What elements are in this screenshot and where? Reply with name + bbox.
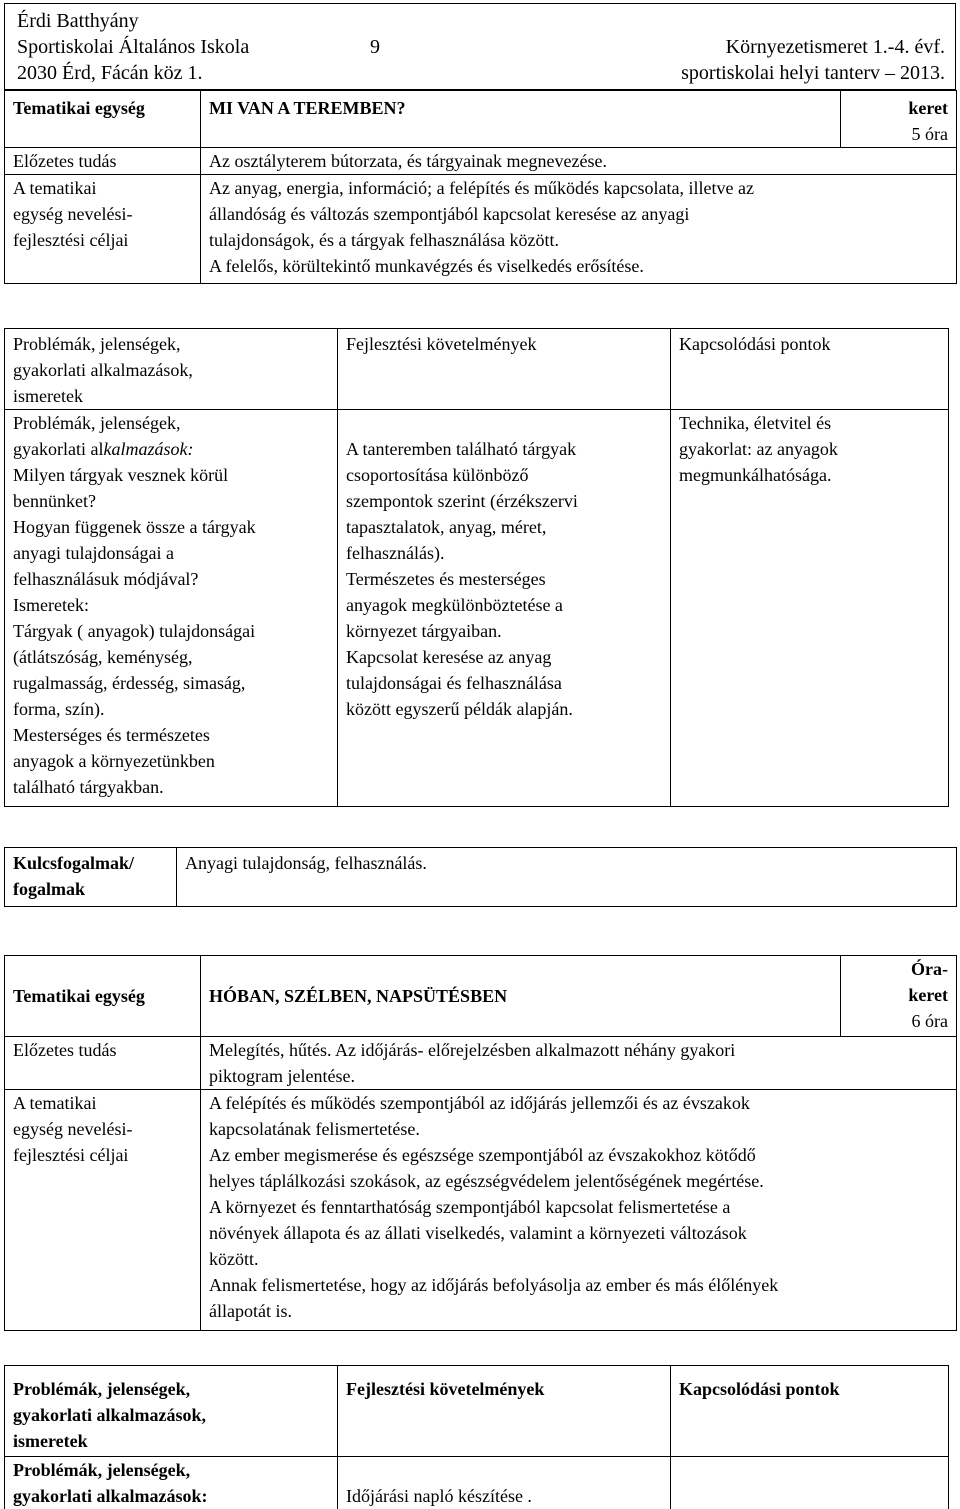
unit2-table <box>4 955 957 1331</box>
table2-col1-body <box>5 1457 338 1509</box>
unit2-prereq-row <box>5 1037 957 1090</box>
table1-col3-body <box>671 410 949 807</box>
table1-col1-sub2-b: kalmazások: <box>103 439 193 459</box>
unit1-goal-line: Az anyag, energia, információ; a felépítés és működés kapcsolata, illetve az <box>209 175 948 201</box>
unit2-hours-label-2: keret <box>849 982 948 1008</box>
unit1-goal-line: A felelős, körültekintő munkavégzés és viselkedés erősítése. <box>209 253 948 279</box>
content-table-1 <box>4 328 949 807</box>
table2-col1-header-line: gyakorlati alkalmazások, <box>13 1402 329 1428</box>
unit1-label-unit-text: Tematikai egység <box>13 98 145 118</box>
page-header <box>4 3 956 90</box>
unit1-label-goals-2: egység nevelési- <box>13 201 192 227</box>
header-address: 2030 Érd, Fácán köz 1. <box>17 60 203 86</box>
table2-col1-sub2: gyakorlati alkalmazások: <box>13 1483 329 1509</box>
table2-col3-body <box>671 1457 949 1509</box>
unit1-title-cell <box>201 91 841 148</box>
table1-col1-header-line: Problémák, jelenségek, <box>13 331 329 357</box>
table1-col1-body <box>5 410 338 807</box>
unit2-goal-line: növények állapota és az állati viselkedés, valamint a környezeti változások <box>209 1220 948 1246</box>
table1-knowledge-line: Tárgyak ( anyagok) tulajdonságai <box>13 618 329 644</box>
unit1-label-prereq-text: Előzetes tudás <box>13 151 116 171</box>
table1-knowledge-line: Mesterséges és természetes <box>13 722 329 748</box>
table2-col1-header <box>5 1366 338 1457</box>
table1-link-line: Technika, életvitel és <box>679 410 940 436</box>
table1-requirement-line: A tanteremben található tárgyak <box>346 436 662 462</box>
unit2-label-unit-text: Tematikai egység <box>13 986 145 1006</box>
unit2-title-row <box>5 956 957 1037</box>
unit2-label-prereq <box>5 1037 201 1090</box>
concepts1-row <box>5 848 957 907</box>
concepts1-label <box>5 848 177 907</box>
table1-requirement-line: szempontok szerint (érzékszervi <box>346 488 662 514</box>
unit1-goals <box>201 175 957 284</box>
table1-question-line: Milyen tárgyak vesznek körül <box>13 462 329 488</box>
table1-col1-header-line: gyakorlati alkalmazások, <box>13 357 329 383</box>
unit2-label-prereq-text: Előzetes tudás <box>13 1040 116 1060</box>
unit2-label-goals-1: A tematikai <box>13 1090 192 1116</box>
unit2-label-unit <box>5 956 201 1037</box>
table1-header-row <box>5 329 949 410</box>
unit2-goal-line: között. <box>209 1246 948 1272</box>
unit1-label-unit <box>5 91 201 148</box>
unit1-goal-line: tulajdonságok, és a tárgyak felhasználása között. <box>209 227 948 253</box>
table2-col1-header-line: ismeretek <box>13 1428 329 1454</box>
unit2-goal-line: helyes táplálkozási szokások, az egészségvédelem jelentőségének megértése. <box>209 1168 948 1194</box>
unit2-goal-line: Annak felismertetése, hogy az időjárás befolyásolja az ember és más élőlények <box>209 1272 948 1298</box>
table1-requirement-line: felhasználás). <box>346 540 662 566</box>
content-table-2 <box>4 1365 949 1509</box>
unit1-goals-row <box>5 175 957 284</box>
concepts1-label-line: Kulcsfogalmak/ <box>13 850 168 876</box>
header-school: Sportiskolai Általános Iskola <box>17 34 249 60</box>
unit2-goals-row <box>5 1090 957 1331</box>
unit1-prereq: Az osztályterem bútorzata, és tárgyainak megnevezése. <box>201 148 957 175</box>
table2-col3-header: Kapcsolódási pontok <box>671 1366 949 1457</box>
table2-col2-header: Fejlesztési követelmények <box>338 1366 671 1457</box>
unit1-title: MI VAN A TEREMBEN? <box>209 98 406 118</box>
table1-requirement-line: tulajdonságai és felhasználása <box>346 670 662 696</box>
table1-requirement-line: Természetes és mesterséges <box>346 566 662 592</box>
table1-knowledge-line: forma, szín). <box>13 696 329 722</box>
table1-question-line: anyagi tulajdonságai a <box>13 540 329 566</box>
concepts1-value: Anyagi tulajdonság, felhasználás. <box>177 848 957 907</box>
table1-requirement-line: Kapcsolat keresése az anyag <box>346 644 662 670</box>
table1-knowledge-line: (átlátszóság, keménység, <box>13 644 329 670</box>
unit2-title-cell <box>201 956 841 1037</box>
table1-knowledge-line: rugalmasság, érdesség, simaság, <box>13 670 329 696</box>
table1-link-line: megmunkálhatósága. <box>679 462 940 488</box>
unit1-label-prereq <box>5 148 201 175</box>
unit1-label-goals-3: fejlesztési céljai <box>13 227 192 253</box>
unit1-label-goals <box>5 175 201 284</box>
table1-requirement-line: anyagok megkülönböztetése a <box>346 592 662 618</box>
table1-requirement-line: tapasztalatok, anyag, méret, <box>346 514 662 540</box>
concepts-table-1 <box>4 847 957 907</box>
unit2-goal-line: Az ember megismerése és egészsége szempontjából az évszakokhoz kötődő <box>209 1142 948 1168</box>
table1-link-line: gyakorlat: az anyagok <box>679 436 940 462</box>
table1-knowledge-line: anyagok a környezetünkben <box>13 748 329 774</box>
table2-col2-body <box>338 1457 671 1509</box>
table2-col1-header-line: Problémák, jelenségek, <box>13 1376 329 1402</box>
unit2-label-goals <box>5 1090 201 1331</box>
table1-question-line: felhasználásuk módjával? <box>13 566 329 592</box>
table1-body-row <box>5 410 949 807</box>
unit1-table <box>4 90 957 284</box>
table2-requirement-line: Időjárási napló készítése . <box>346 1486 532 1506</box>
table1-col1-header <box>5 329 338 410</box>
header-author: Érdi Batthyány <box>17 8 139 34</box>
table1-requirement-line: között egyszerű példák alapján. <box>346 696 662 722</box>
unit2-goal-line: kapcsolatának felismertetése. <box>209 1116 948 1142</box>
unit1-hours-label: keret <box>849 95 948 121</box>
table1-knowledge-label: Ismeretek: <box>13 592 329 618</box>
table1-col1-header-line: ismeretek <box>13 383 329 409</box>
unit2-goals <box>201 1090 957 1331</box>
unit2-goal-line: A felépítés és működés szempontjából az időjárás jellemzői és az évszakok <box>209 1090 948 1116</box>
table1-col3-header: Kapcsolódási pontok <box>671 329 949 410</box>
unit2-hours-cell <box>841 956 957 1037</box>
unit1-hours-value: 5 óra <box>849 121 948 147</box>
unit2-title: HÓBAN, SZÉLBEN, NAPSÜTÉSBEN <box>209 986 507 1006</box>
concepts1-label-line: fogalmak <box>13 876 168 902</box>
table1-question-line: Hogyan függenek össze a tárgyak <box>13 514 329 540</box>
table1-requirement-line: csoportosítása különböző <box>346 462 662 488</box>
unit2-hours-value: 6 óra <box>849 1008 948 1034</box>
unit2-prereq <box>201 1037 957 1090</box>
unit2-prereq-line: Melegítés, hűtés. Az időjárás- előrejelzésben alkalmazott néhány gyakori <box>209 1037 948 1063</box>
header-page-number: 9 <box>370 34 380 60</box>
unit2-label-goals-3: fejlesztési céljai <box>13 1142 192 1168</box>
table2-body-row <box>5 1457 949 1509</box>
table1-knowledge-line: található tárgyakban. <box>13 774 329 800</box>
header-curriculum: sportiskolai helyi tanterv – 2013. <box>681 60 945 86</box>
unit1-label-goals-1: A tematikai <box>13 175 192 201</box>
unit2-hours-label-1: Óra- <box>849 956 948 982</box>
unit2-goal-line: A környezet és fenntarthatóság szempontjából kapcsolat felismertetése a <box>209 1194 948 1220</box>
header-subject: Környezetismeret 1.-4. évf. <box>726 34 945 60</box>
table1-requirement-line: környezet tárgyaiban. <box>346 618 662 644</box>
unit1-prereq-row <box>5 148 957 175</box>
unit1-goal-line: állandóság és változás szempontjából kapcsolat keresése az anyagi <box>209 201 948 227</box>
table2-header-row <box>5 1366 949 1457</box>
table1-col1-sub1: Problémák, jelenségek, <box>13 410 329 436</box>
table1-col1-sub2 <box>13 436 329 462</box>
unit2-label-goals-2: egység nevelési- <box>13 1116 192 1142</box>
table1-col2-body <box>338 410 671 807</box>
table2-col1-sub1: Problémák, jelenségek, <box>13 1457 329 1483</box>
unit1-hours-cell <box>841 91 957 148</box>
table1-col2-header: Fejlesztési követelmények <box>338 329 671 410</box>
table1-question-line: bennünket? <box>13 488 329 514</box>
unit2-prereq-line: piktogram jelentése. <box>209 1063 948 1089</box>
unit1-title-row <box>5 91 957 148</box>
table1-col1-sub2-a: gyakorlati al <box>13 439 103 459</box>
unit2-goal-line: állapotát is. <box>209 1298 948 1324</box>
